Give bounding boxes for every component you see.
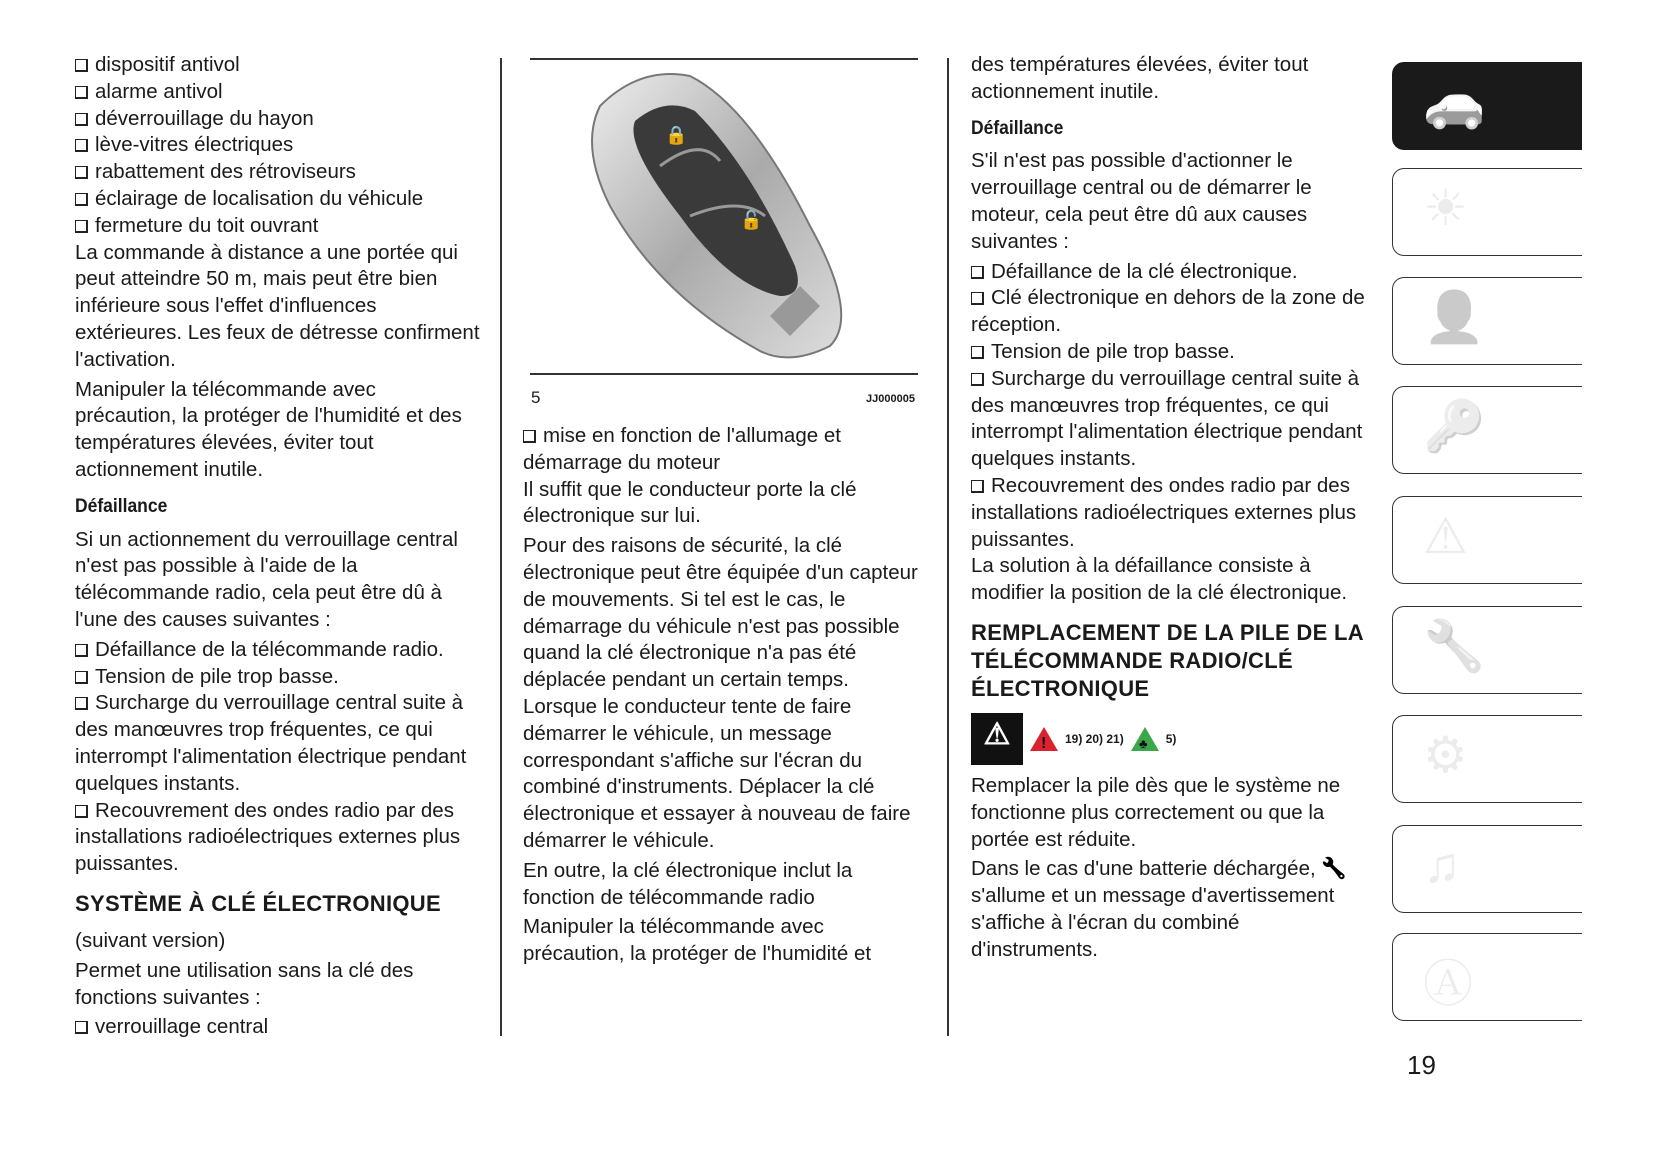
- battery-warning-icon: ⚠: [971, 713, 1023, 765]
- bullet-text: Clé électronique en dehors de la zone de réception.: [971, 286, 1365, 337]
- bullet-item: [75, 106, 480, 133]
- bullet-item: [75, 213, 480, 240]
- svg-text:♣: ♣: [1138, 735, 1148, 751]
- page-number: 19: [1407, 1050, 1436, 1080]
- figure-top-rule: [530, 58, 918, 60]
- bullet-item: [75, 186, 480, 213]
- paragraph-text: Il suffit que le conducteur porte la clé électronique sur lui.: [523, 477, 857, 528]
- paragraph-text: Dans le cas d'une batterie déchargée,: [971, 857, 1322, 881]
- bullet-text: lève-vitres électriques: [95, 133, 294, 157]
- bullet-item: [75, 79, 480, 106]
- bullet-item: [971, 473, 1371, 553]
- checkbox-bullet-icon: [971, 373, 984, 386]
- paragraph-text: Si un actionnement du verrouillage central n'est pas possible à l'aide de la télécommande radio, cela peut être dû à l'une des causes suivantes :: [75, 527, 458, 631]
- danger-icon: [1029, 725, 1059, 753]
- emergency-icon: ⚠: [1423, 508, 1468, 564]
- subheading: Défaillance: [971, 117, 1064, 139]
- figure-code: JJ000005: [866, 393, 915, 405]
- chapter-tab-safety[interactable]: [1392, 277, 1582, 365]
- bullet-item: [75, 637, 480, 664]
- checkbox-bullet-icon: [75, 671, 88, 684]
- checkbox-bullet-icon: [75, 139, 88, 152]
- bullet-text: alarme antivol: [95, 79, 223, 103]
- section-heading: SYSTÈME À CLÉ ÉLECTRONIQUE: [75, 890, 441, 916]
- checkbox-bullet-icon: [75, 805, 88, 818]
- checkbox-bullet-icon: [75, 193, 88, 206]
- column-1: [75, 52, 480, 1041]
- safety-icon: 👤: [1423, 289, 1486, 345]
- checkbox-bullet-icon: [75, 113, 88, 126]
- bullet-item: [75, 664, 480, 691]
- paragraph: [971, 52, 1371, 106]
- svg-text:!: !: [1041, 734, 1047, 752]
- bullet-text: déverrouillage du hayon: [95, 106, 314, 130]
- column-2: [523, 423, 918, 971]
- paragraph: [523, 477, 918, 531]
- paragraph: [971, 856, 1371, 963]
- chapter-tab-vehicle-info[interactable]: [1392, 62, 1582, 150]
- checkbox-bullet-icon: [971, 266, 984, 279]
- bullet-item: [971, 259, 1371, 286]
- bullet-item: [75, 159, 480, 186]
- svg-text:🔒: 🔒: [665, 125, 688, 145]
- bullet-text: Défaillance de la télécommande radio.: [95, 637, 444, 661]
- checkbox-bullet-icon: [75, 644, 88, 657]
- environment-refs: 5): [1165, 731, 1177, 746]
- checkbox-bullet-icon: [523, 430, 536, 443]
- bullet-text: rabattement des rétroviseurs: [95, 160, 356, 184]
- checkbox-bullet-icon: [75, 1021, 88, 1034]
- checkbox-bullet-icon: [75, 86, 88, 99]
- paragraph: [75, 928, 480, 955]
- checkbox-bullet-icon: [971, 346, 984, 359]
- chapter-tab-multimedia[interactable]: [1392, 825, 1582, 913]
- paragraph-text: s'allume et un message d'avertissement s'affiche à l'écran du combiné d'instruments.: [971, 884, 1335, 961]
- warning-lights-icon: ☀: [1423, 180, 1468, 236]
- bullet-text: éclairage de localisation du véhicule: [95, 186, 424, 210]
- maintenance-icon: 🔧: [1423, 618, 1486, 674]
- bullet-text: verrouillage central: [95, 1015, 269, 1039]
- paragraph: [75, 527, 480, 634]
- bullet-text: Surcharge du verrouillage central suite à des manœuvres trop fréquentes, ce qui interrompt l'alimentation électrique pendant quelques instants.: [75, 691, 467, 795]
- column-divider: [947, 58, 949, 1036]
- chapter-tab-maintenance[interactable]: [1392, 606, 1582, 694]
- paragraph: [523, 858, 918, 912]
- multimedia-icon: ♫: [1423, 837, 1461, 893]
- checkbox-bullet-icon: [75, 220, 88, 233]
- paragraph-text: La commande à distance a une portée qui peut atteindre 50 m, mais peut être bien inférieure sous l'effet d'influences extérieures. Les feux de détresse confirment l'activation.: [75, 240, 480, 371]
- column-divider: [500, 58, 502, 1036]
- paragraph-text: Manipuler la télécommande avec précaution, la protéger de l'humidité et: [523, 915, 872, 966]
- paragraph-text: des températures élevées, éviter tout actionnement inutile.: [971, 53, 1309, 103]
- paragraph: [75, 377, 480, 484]
- technical-data-icon: ⚙: [1423, 727, 1468, 783]
- paragraph-text: Manipuler la télécommande avec précaution, la protéger de l'humidité et des températures élevées, éviter tout actionnement inutile.: [75, 377, 462, 481]
- checkbox-bullet-icon: [75, 697, 88, 710]
- bullet-text: Recouvrement des ondes radio par des installations radioélectriques externes plus puissantes.: [971, 473, 1357, 551]
- bullet-item: [75, 52, 480, 79]
- paragraph-text: La solution à la défaillance consiste à modifier la position de la clé électronique.: [971, 554, 1348, 605]
- paragraph: [523, 914, 918, 968]
- checkbox-bullet-icon: [971, 480, 984, 493]
- chapter-tab-warning-lights[interactable]: [1392, 168, 1582, 256]
- paragraph: [75, 958, 480, 1012]
- bullet-item: [971, 339, 1371, 366]
- column-3: [971, 52, 1371, 967]
- index-icon: Ⓐ: [1423, 956, 1473, 1012]
- bullet-item: [523, 423, 918, 477]
- chapter-tab-technical-data[interactable]: [1392, 715, 1582, 803]
- checkbox-bullet-icon: [971, 292, 984, 305]
- bullet-item: [75, 690, 480, 797]
- checkbox-bullet-icon: [75, 59, 88, 72]
- wrench-icon: 🔧: [1321, 857, 1347, 881]
- bullet-item: [75, 798, 480, 878]
- paragraph-text: En outre, la clé électronique inclut la fonction de télécommande radio: [523, 858, 853, 909]
- bullet-text: dispositif antivol: [95, 53, 240, 76]
- bullet-text: mise en fonction de l'allumage et démarrage du moteur: [523, 424, 841, 474]
- paragraph-text: S'il n'est pas possible d'actionner le verrouillage central ou de démarrer le moteur, cela peut être dû aux causes suivantes :: [971, 149, 1312, 253]
- svg-text:🔓: 🔓: [740, 210, 763, 230]
- starting-driving-icon: 🔑: [1423, 398, 1486, 454]
- paragraph: [75, 240, 480, 374]
- warning-symbols: [971, 713, 1371, 765]
- bullet-text: fermeture du toit ouvrant: [95, 213, 319, 237]
- paragraph: [971, 148, 1371, 255]
- bullet-text: Défaillance de la clé électronique.: [991, 259, 1298, 283]
- vehicle-info-icon: 🚗: [1423, 74, 1486, 130]
- bullet-item: [971, 366, 1371, 473]
- environment-icon: [1130, 725, 1160, 753]
- chapter-tab-starting-driving[interactable]: [1392, 386, 1582, 474]
- subheading: Défaillance: [75, 495, 168, 517]
- figure-bottom-rule: [530, 373, 918, 375]
- paragraph-text: (suivant version): [75, 928, 226, 952]
- paragraph-text: Pour des raisons de sécurité, la clé électronique peut être équipée d'un capteur de mouvements. Si tel est le cas, le démarrage du véhicule n'est pas possible quand la clé électronique n'a pas été déplacée pendant un certain temps. Lorsque le conducteur tente de faire démarrer le véhicule, un message correspondant s'affiche sur l'écran du combiné d'instruments. Déplacer la clé électronique et essayer à nouveau de faire démarrer le véhicule.: [523, 534, 918, 852]
- danger-refs: 19) 20) 21): [1065, 731, 1124, 746]
- key-fob-image: [580, 66, 880, 361]
- bullet-item: [75, 132, 480, 159]
- paragraph-text: Permet une utilisation sans la clé des fonctions suivantes :: [75, 958, 414, 1009]
- bullet-text: Surcharge du verrouillage central suite à des manœuvres trop fréquentes, ce qui interrompt l'alimentation électrique pendant quelques instants.: [971, 366, 1363, 471]
- chapter-tab-index[interactable]: [1392, 933, 1582, 1021]
- bullet-item: [971, 285, 1371, 339]
- bullet-text: Tension de pile trop basse.: [991, 339, 1235, 363]
- bullet-item: [75, 1014, 480, 1041]
- paragraph: [523, 533, 918, 855]
- figure-number: 5: [531, 388, 541, 407]
- paragraph-text: Remplacer la pile dès que le système ne fonctionne plus correctement ou que la portée est réduite.: [971, 773, 1341, 851]
- paragraph: [971, 773, 1371, 853]
- bullet-text: Recouvrement des ondes radio par des installations radioélectriques externes plus puissantes.: [75, 798, 461, 876]
- chapter-tab-emergency[interactable]: [1392, 496, 1582, 584]
- paragraph: [971, 553, 1371, 607]
- checkbox-bullet-icon: [75, 166, 88, 179]
- section-heading: REMPLACEMENT DE LA PILE DE LA TÉLÉCOMMANDE RADIO/CLÉ ÉLECTRONIQUE: [971, 619, 1364, 701]
- bullet-text: Tension de pile trop basse.: [95, 664, 339, 688]
